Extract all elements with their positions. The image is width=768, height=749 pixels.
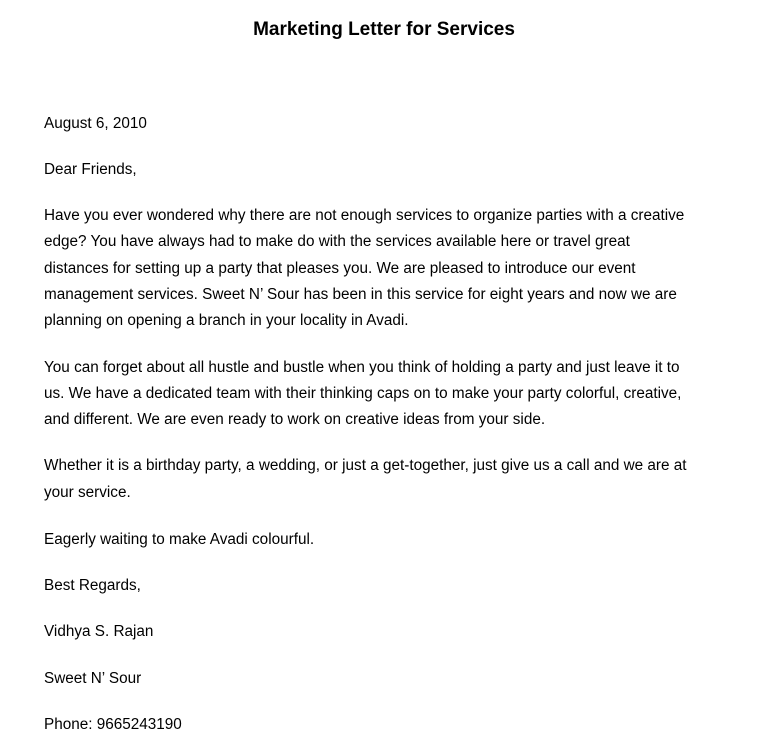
paragraph-line: edge? You have always had to make do with the services available here or travel great [44, 233, 630, 250]
letter-date: August 6, 2010 [44, 115, 147, 132]
salutation: Dear Friends, [44, 161, 137, 178]
paragraph-line: You can forget about all hustle and bustle when you think of holding a party and just leave it to [44, 359, 680, 376]
signer-name: Vidhya S. Rajan [44, 623, 154, 640]
letter-title: Marketing Letter for Services [253, 19, 515, 40]
paragraph-line: and different. We are even ready to work on creative ideas from your side. [44, 411, 546, 428]
sign-off: Best Regards, [44, 577, 141, 594]
paragraph-line: your service. [44, 484, 131, 501]
paragraph-line: Have you ever wondered why there are not enough services to organize parties with a creative [44, 207, 685, 224]
paragraph-line: management services. Sweet N’ Sour has been in this service for eight years and now we are [44, 286, 677, 303]
paragraph-line: planning on opening a branch in your locality in Avadi. [44, 312, 409, 329]
paragraph-line: us. We have a dedicated team with their thinking caps on to make your party colorful, creative, [44, 385, 682, 402]
phone-number: Phone: 9665243190 [44, 716, 182, 733]
paragraph-line: distances for setting up a party that pleases you. We are pleased to introduce our event [44, 260, 636, 277]
company-name: Sweet N’ Sour [44, 670, 142, 687]
closing-line: Eagerly waiting to make Avadi colourful. [44, 531, 315, 548]
paragraph-line: Whether it is a birthday party, a wedding, or just a get-together, just give us a call and we are at [44, 457, 687, 474]
